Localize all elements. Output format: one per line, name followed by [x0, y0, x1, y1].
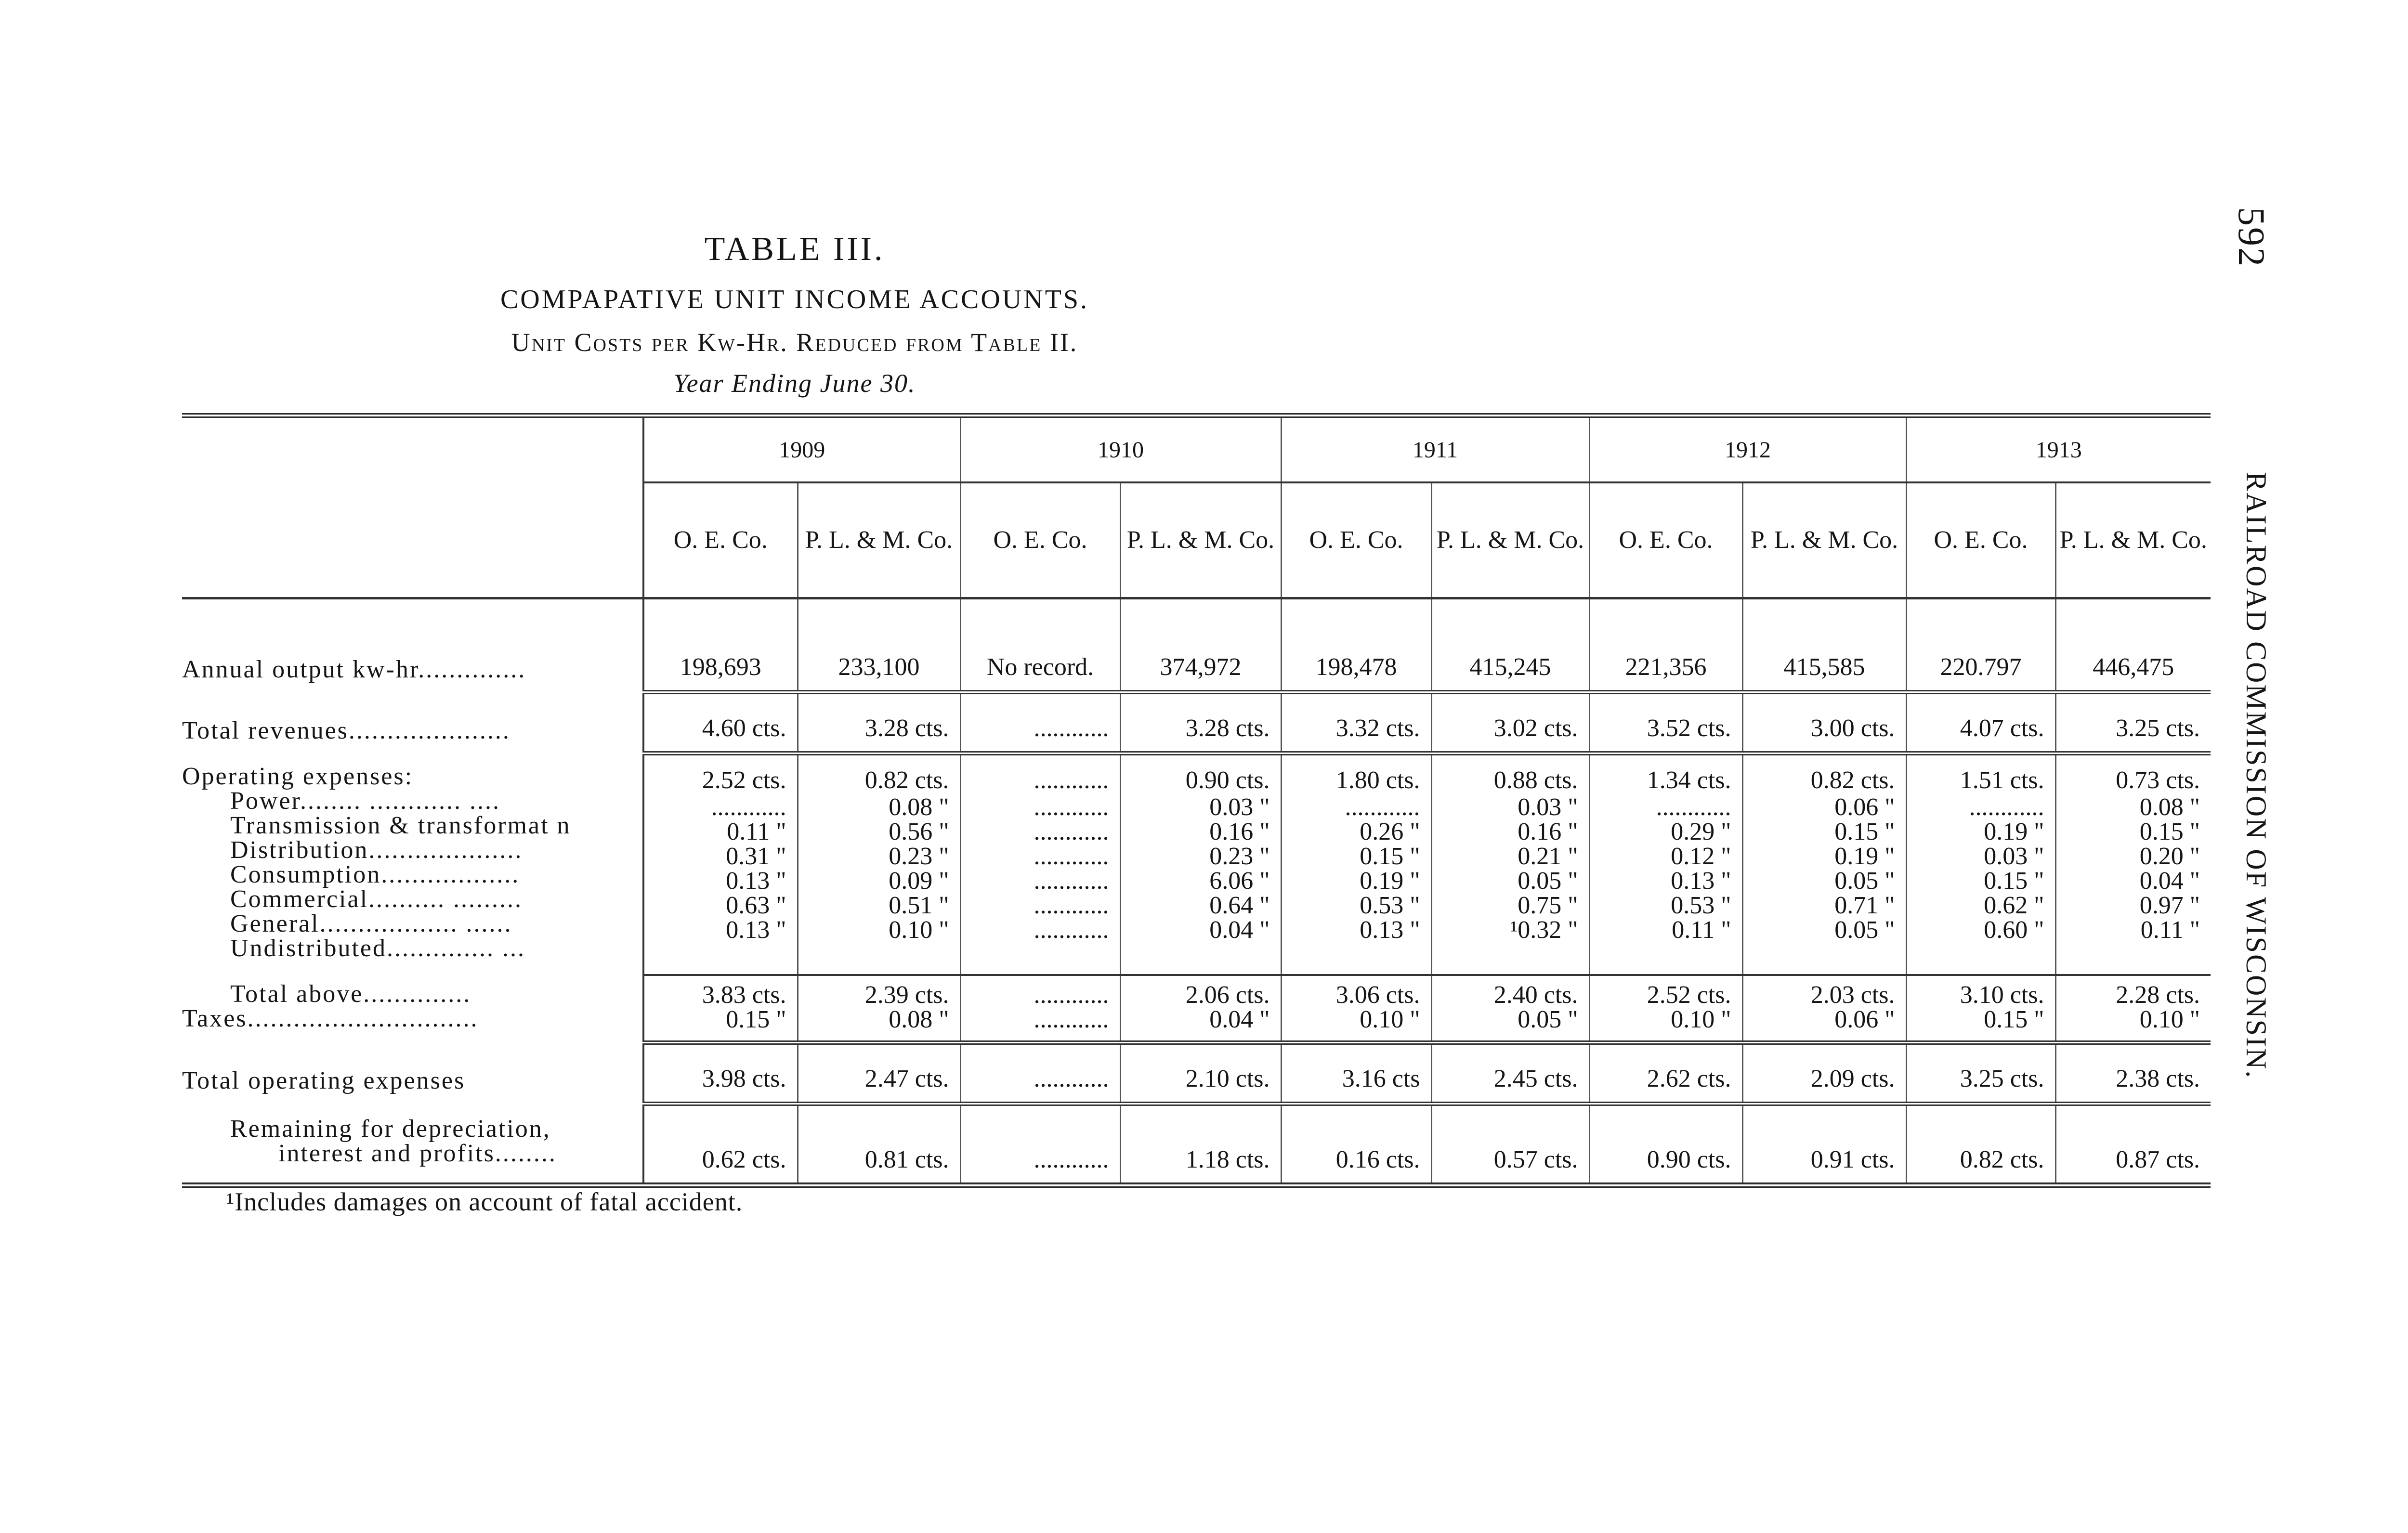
table-cell-stack [1431, 975, 1589, 1043]
table-cell: 1.51 cts. [1960, 766, 2044, 794]
table-cell: ............ [960, 1042, 1120, 1104]
company-header: P. L. & M. Co. [2055, 482, 2211, 598]
table-cell: 0.19 " [1834, 843, 1895, 870]
expense-label: Undistributed.............. ... [230, 934, 525, 962]
table-cell-stack [1589, 975, 1742, 1043]
table-cell: 0.15 " [1360, 843, 1420, 870]
table-cell: 2.62 cts. [1589, 1042, 1742, 1104]
row-label-operating-expenses [182, 754, 643, 975]
year-header-row [182, 416, 2211, 482]
table-cell: 0.23 " [889, 843, 949, 870]
table-cell: 0.73 cts. [2116, 766, 2200, 794]
table-cell-stack [1589, 754, 1742, 975]
table-cell: 0.11 " [2140, 916, 2200, 944]
table-cell: 0.75 " [1518, 892, 1578, 919]
table-cell: 0.91 cts. [1742, 1104, 1906, 1185]
table-cell-stack [1906, 975, 2055, 1043]
table-cell-stack [1742, 754, 1906, 975]
table-cell: 0.16 " [1209, 818, 1270, 845]
table-title: TABLE III. [704, 231, 885, 268]
table-cell: 0.64 " [1209, 892, 1270, 919]
table-cell: 2.40 cts. [1493, 981, 1578, 1009]
year-header: 1913 [1906, 416, 2211, 482]
table-cell: 0.15 " [726, 1005, 786, 1033]
table-cell: 0.12 " [1671, 843, 1731, 870]
table-cell-stack [643, 754, 798, 975]
table-cell: 0.97 " [2139, 892, 2200, 919]
table-cell: 2.38 cts. [2055, 1042, 2211, 1104]
table-cell: 0.90 cts. [1589, 1104, 1742, 1185]
table-row [182, 692, 2211, 754]
table-cell: 0.13 " [1360, 916, 1420, 944]
table-cell: 2.10 cts. [1120, 1042, 1281, 1104]
table-cell: 4.60 cts. [643, 692, 798, 754]
table-period: Year Ending June 30. [673, 369, 916, 398]
table-cell: No record. [960, 598, 1120, 692]
table-cell: ¹0.32 " [1510, 916, 1578, 944]
table-cell: 198,478 [1281, 598, 1431, 692]
row-label-remaining: Remaining for depreciation, interest and profits........ [182, 1104, 643, 1185]
table-cell: 0.05 " [1518, 1005, 1578, 1033]
table-cell: 415,245 [1431, 598, 1589, 692]
row-label-total-operating: Total operating expenses [182, 1042, 643, 1104]
table-cell-stack [960, 754, 1120, 975]
table-cell: ............ [1656, 793, 1731, 821]
expense-label: Transmission & transformat n [230, 811, 571, 839]
table-cell: 0.03 " [1518, 793, 1578, 821]
year-header: 1911 [1281, 416, 1589, 482]
table-cell: ............ [1034, 793, 1109, 821]
table-cell: 0.16 cts. [1281, 1104, 1431, 1185]
table-subtitle: COMPAPATIVE UNIT INCOME ACCOUNTS. [500, 285, 1089, 314]
table-cell: ............ [1034, 892, 1109, 919]
expense-label: Power........ ............ .... [230, 787, 500, 815]
total-above-label: Total above.............. [230, 980, 471, 1008]
company-header: O. E. Co. [1906, 482, 2055, 598]
table-cell: ............ [960, 1104, 1120, 1185]
table-cell: 0.51 " [889, 892, 949, 919]
year-header: 1912 [1589, 416, 1906, 482]
table-cell: 0.05 " [1518, 867, 1578, 895]
table-cell: 6.06 " [1209, 867, 1270, 895]
table-cell: 0.10 " [1671, 1005, 1731, 1033]
table-row [182, 1042, 2211, 1104]
table-cell: 0.53 " [1671, 892, 1731, 919]
table-cell: 0.10 " [889, 916, 949, 944]
expense-label: General.................. ...... [230, 909, 512, 937]
table-cell: 2.52 cts. [702, 766, 786, 794]
table-cell: 0.62 cts. [643, 1104, 798, 1185]
table-cell: 0.13 " [1671, 867, 1731, 895]
table-cell: 0.04 " [2139, 867, 2200, 895]
company-header: P. L. & M. Co. [1120, 482, 1281, 598]
table-cell: 0.82 cts. [1906, 1104, 2055, 1185]
table-cell: 3.28 cts. [1120, 692, 1281, 754]
table-cell: 2.09 cts. [1742, 1042, 1906, 1104]
table-cell-stack [1742, 975, 1906, 1043]
table-cell: 0.60 " [1984, 916, 2044, 944]
table-cell-stack [643, 975, 798, 1043]
table-cell: 0.63 " [726, 892, 786, 919]
expense-label: Distribution.................... [230, 836, 523, 864]
year-header: 1910 [960, 416, 1281, 482]
table-cell-stack [1281, 754, 1431, 975]
table-cell: ............ [1345, 793, 1420, 821]
table-cell: 2.28 cts. [2116, 981, 2200, 1009]
table-cell: 3.83 cts. [702, 981, 786, 1009]
comparative-unit-income-table [182, 413, 2211, 1188]
table-cell-stack [798, 975, 960, 1043]
table-cell-stack [1120, 754, 1281, 975]
table-cell: 3.06 cts. [1335, 981, 1420, 1009]
company-header: O. E. Co. [960, 482, 1120, 598]
table-cell: 198,693 [643, 598, 798, 692]
table-cell: 1.34 cts. [1647, 766, 1731, 794]
footnote: ¹Includes damages on account of fatal accident. [226, 1187, 743, 1216]
table-cell: 415,585 [1742, 598, 1906, 692]
table-cell: 3.98 cts. [643, 1042, 798, 1104]
table-cell-stack [2055, 975, 2211, 1043]
table-cell: ............ [711, 793, 786, 821]
table-cell: 0.04 " [1209, 1005, 1270, 1033]
table-cell: 0.16 " [1518, 818, 1578, 845]
table-cell: 2.03 cts. [1810, 981, 1895, 1009]
table-cell: 0.08 " [889, 793, 949, 821]
table-cell: 0.19 " [1360, 867, 1420, 895]
table-cell: 0.10 " [1360, 1005, 1420, 1033]
table-cell-stack [1120, 975, 1281, 1043]
table-cell: 3.16 cts [1281, 1042, 1431, 1104]
running-head: RAILROAD COMMISSION OF WISCONSIN. [2240, 472, 2272, 1079]
table-cell: 446,475 [2055, 598, 2211, 692]
table-cell-stack [1906, 754, 2055, 975]
expense-label: Commercial.......... ......... [230, 885, 523, 913]
table-cell-stack [1281, 975, 1431, 1043]
row-label-totals [182, 975, 643, 1043]
table-cell: 3.00 cts. [1742, 692, 1906, 754]
table-cell: 3.32 cts. [1281, 692, 1431, 754]
company-header: P. L. & M. Co. [1431, 482, 1589, 598]
table-cell: ............ [960, 692, 1120, 754]
table-cell: 0.03 " [1984, 843, 2044, 870]
table-cell: 0.62 " [1984, 892, 2044, 919]
table-cell: 0.13 " [726, 867, 786, 895]
table-cell: 0.05 " [1834, 916, 1895, 944]
table-cell: 0.88 cts. [1493, 766, 1578, 794]
table-cell: 221,356 [1589, 598, 1742, 692]
table-cell: 0.26 " [1360, 818, 1420, 845]
table-cell: 0.19 " [1984, 818, 2044, 845]
table-cell: 2.47 cts. [798, 1042, 960, 1104]
table-cell: 0.29 " [1671, 818, 1731, 845]
table-cell: 0.11 " [1672, 916, 1731, 944]
table-cell: 0.10 " [2139, 1005, 2200, 1033]
table-cell: 0.15 " [1984, 867, 2044, 895]
table-cell: 0.57 cts. [1431, 1104, 1589, 1185]
table-cell: 0.53 " [1360, 892, 1420, 919]
table-cell: 0.21 " [1518, 843, 1578, 870]
taxes-label: Taxes.............................. [182, 1004, 479, 1032]
row-label-total-revenues: Total revenues..................... [182, 692, 643, 754]
table-cell: 0.71 " [1834, 892, 1895, 919]
operating-expenses-heading: Operating expenses: [182, 762, 414, 790]
table-cell: 0.11 " [727, 818, 786, 845]
table-cell: 0.56 " [889, 818, 949, 845]
table-cell: 0.04 " [1209, 916, 1270, 944]
table-cell: 0.81 cts. [798, 1104, 960, 1185]
table-cell: 0.31 " [726, 843, 786, 870]
table-cell: 1.80 cts. [1335, 766, 1420, 794]
table-cell: 2.39 cts. [864, 981, 949, 1009]
table-cell: 2.52 cts. [1647, 981, 1731, 1009]
page-number: 592 [2231, 207, 2273, 268]
table-cell: 220.797 [1906, 598, 2055, 692]
table-cell: 2.06 cts. [1185, 981, 1270, 1009]
table-cell: 0.23 " [1209, 843, 1270, 870]
table-cell: 0.15 " [1984, 1005, 2044, 1033]
table-cell: 0.09 " [889, 867, 949, 895]
table-cell: 3.25 cts. [2055, 692, 2211, 754]
table-cell-stack [960, 975, 1120, 1043]
company-header: O. E. Co. [1281, 482, 1431, 598]
table-cell: ............ [1034, 818, 1109, 845]
table-cell: 3.02 cts. [1431, 692, 1589, 754]
table-cell: 374,972 [1120, 598, 1281, 692]
table-cell: 0.87 cts. [2055, 1104, 2211, 1185]
table-row-totals [182, 975, 2211, 1043]
table-cell: 0.06 " [1834, 1005, 1895, 1033]
table-cell: 233,100 [798, 598, 960, 692]
table-row [182, 1104, 2211, 1185]
table-cell: 0.08 " [889, 1005, 949, 1033]
table-cell: ............ [1034, 916, 1109, 944]
company-header: O. E. Co. [643, 482, 798, 598]
table-cell: ............ [1034, 1005, 1109, 1033]
table-cell: ............ [1034, 766, 1109, 794]
table-cell-stack [1431, 754, 1589, 975]
table-cell: 0.03 " [1209, 793, 1270, 821]
table-cell: 1.18 cts. [1120, 1104, 1281, 1185]
table-cell: 0.15 " [1834, 818, 1895, 845]
table-cell: 3.10 cts. [1960, 981, 2044, 1009]
table-cell-stack [798, 754, 960, 975]
year-header: 1909 [643, 416, 960, 482]
stub-header [182, 416, 643, 598]
table-subtitle-units: Unit Costs per Kw-Hr. Reduced from Table II. [511, 328, 1078, 357]
table-cell: 0.06 " [1834, 793, 1895, 821]
table-cell: 2.45 cts. [1431, 1042, 1589, 1104]
table-cell: 3.52 cts. [1589, 692, 1742, 754]
table-cell: 0.20 " [2139, 843, 2200, 870]
company-header: P. L. & M. Co. [1742, 482, 1906, 598]
table-cell: 0.82 cts. [864, 766, 949, 794]
table-cell: ............ [1969, 793, 2044, 821]
table-cell: 0.13 " [726, 916, 786, 944]
table-row [182, 598, 2211, 692]
table-cell: 0.82 cts. [1810, 766, 1895, 794]
table-cell: 3.28 cts. [798, 692, 960, 754]
table-cell: 0.08 " [2139, 793, 2200, 821]
table-cell: ............ [1034, 843, 1109, 870]
table-cell: 4.07 cts. [1906, 692, 2055, 754]
expense-label: Consumption.................. [230, 860, 520, 888]
company-header: O. E. Co. [1589, 482, 1742, 598]
table-cell-stack [2055, 754, 2211, 975]
company-header: P. L. & M. Co. [798, 482, 960, 598]
table-cell: ............ [1034, 981, 1109, 1009]
table-cell: 0.15 " [2139, 818, 2200, 845]
table-cell: 0.05 " [1834, 867, 1895, 895]
table-cell: 0.90 cts. [1185, 766, 1270, 794]
row-label-annual-output: Annual output kw-hr.............. [182, 598, 643, 692]
table-row-operating-expenses [182, 754, 2211, 975]
table-cell: 3.25 cts. [1906, 1042, 2055, 1104]
table-cell: ............ [1034, 867, 1109, 895]
